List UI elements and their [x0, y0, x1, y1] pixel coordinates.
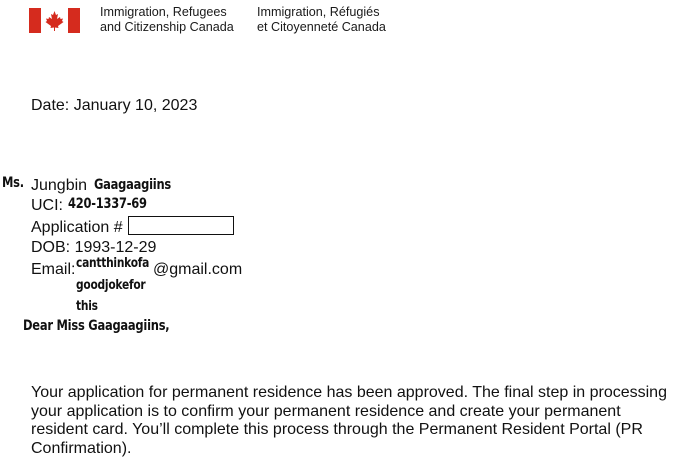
department-english-line2: and Citizenship Canada: [100, 20, 234, 34]
uci-label: UCI:: [31, 197, 63, 214]
uci-value-handwritten: 420-1337-69: [68, 196, 147, 212]
email-handwritten-line1: cantthinkofa: [76, 256, 150, 271]
department-french-line2: et Citoyenneté Canada: [257, 20, 386, 34]
email-label: Email:: [31, 261, 76, 278]
recipient-first-name: Jungbin: [31, 177, 88, 194]
canada-flag-icon: [29, 8, 80, 33]
letter-greeting-handwritten: Dear Miss Gaagaagiins,: [23, 318, 170, 334]
salutation-prefix: Ms.: [2, 175, 24, 191]
letter-date: Date: January 10, 2023: [31, 97, 198, 114]
department-name-english: [100, 5, 234, 35]
email-handwritten-line3: this: [76, 299, 98, 314]
application-number-redaction-box: [128, 216, 234, 235]
approval-paragraph: Your application for permanent residence has been approved. The final step in processing your application is to confirm your permanent residence and create your permanent resident card. You’ll complete this process through the Permanent Resident Portal (PR Confirmation).: [31, 384, 667, 457]
department-french-line1: Immigration, Réfugiés: [257, 5, 380, 19]
department-english-line1: Immigration, Refugees: [100, 5, 227, 19]
department-name-french: [257, 5, 386, 35]
application-label: Application #: [31, 219, 123, 236]
email-domain: @gmail.com: [153, 261, 243, 278]
recipient-last-name-handwritten: Gaagaagiins: [94, 177, 172, 193]
email-handwritten-line2: goodjokefor: [76, 278, 146, 293]
date-of-birth: DOB: 1993-12-29: [31, 239, 157, 256]
